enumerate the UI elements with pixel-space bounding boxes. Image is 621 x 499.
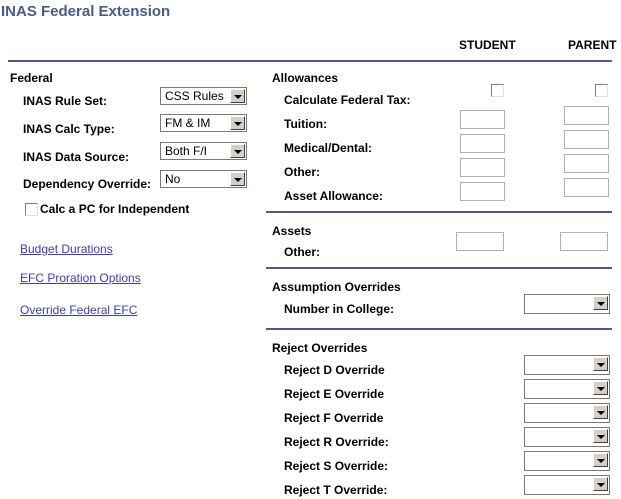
- chevron-down-icon[interactable]: [230, 89, 245, 103]
- student-column-header: STUDENT: [459, 38, 516, 52]
- parent-other-input[interactable]: [564, 154, 609, 173]
- rule-set-label: INAS Rule Set:: [23, 94, 108, 108]
- dependency-value: No: [165, 172, 181, 186]
- allowances-heading: Allowances: [272, 71, 339, 85]
- federal-heading: Federal: [10, 71, 53, 85]
- divider: [266, 211, 612, 213]
- student-fed-tax-checkbox[interactable]: [491, 84, 504, 97]
- calc-pc-label: Calc a PC for Independent: [40, 202, 190, 216]
- student-asset-allowance-input[interactable]: [460, 182, 505, 201]
- reject-r-label: Reject R Override:: [284, 435, 389, 449]
- divider: [266, 267, 612, 269]
- student-medical-input[interactable]: [460, 134, 505, 153]
- other-label: Other:: [284, 165, 320, 179]
- parent-asset-allowance-input[interactable]: [564, 178, 609, 197]
- reject-e-label: Reject E Override: [284, 387, 385, 401]
- efc-proration-link[interactable]: EFC Proration Options: [20, 271, 141, 285]
- calc-type-value: FM & IM: [165, 116, 211, 130]
- rule-set-select[interactable]: [160, 87, 247, 105]
- reject-r-select[interactable]: [524, 427, 610, 447]
- chevron-down-icon[interactable]: [230, 144, 245, 158]
- chevron-down-icon[interactable]: [593, 357, 608, 371]
- budget-durations-link[interactable]: Budget Durations: [20, 242, 113, 256]
- divider: [8, 60, 612, 62]
- calc-type-select[interactable]: [160, 114, 247, 132]
- student-tuition-input[interactable]: [460, 110, 505, 129]
- data-source-label: INAS Data Source:: [23, 150, 130, 164]
- chevron-down-icon[interactable]: [593, 381, 608, 395]
- parent-tuition-input[interactable]: [564, 106, 609, 125]
- page-title: INAS Federal Extension: [1, 3, 171, 20]
- chevron-down-icon[interactable]: [230, 172, 245, 186]
- chevron-down-icon[interactable]: [593, 296, 608, 310]
- reject-f-label: Reject F Override: [284, 411, 384, 425]
- reject-t-label: Reject T Override:: [284, 483, 388, 497]
- chevron-down-icon[interactable]: [230, 116, 245, 130]
- number-in-college-select[interactable]: [524, 294, 610, 314]
- reject-s-select[interactable]: [524, 451, 610, 471]
- reject-d-select[interactable]: [524, 355, 610, 375]
- calc-pc-checkbox[interactable]: [25, 203, 38, 216]
- college-label: Number in College:: [284, 302, 395, 316]
- data-source-select[interactable]: [160, 142, 247, 160]
- reject-e-select[interactable]: [524, 379, 610, 399]
- reject-t-select[interactable]: [524, 475, 610, 495]
- dependency-label: Dependency Override:: [23, 177, 152, 191]
- override-federal-efc-link[interactable]: Override Federal EFC: [20, 303, 138, 317]
- dependency-select[interactable]: [160, 170, 247, 188]
- chevron-down-icon[interactable]: [593, 429, 608, 443]
- chevron-down-icon[interactable]: [593, 477, 608, 491]
- parent-fed-tax-checkbox[interactable]: [595, 84, 608, 97]
- reject-s-label: Reject S Override:: [284, 459, 389, 473]
- divider: [266, 328, 612, 330]
- medical-label: Medical/Dental:: [284, 141, 373, 155]
- chevron-down-icon[interactable]: [593, 405, 608, 419]
- calc-type-label: INAS Calc Type:: [23, 122, 115, 136]
- chevron-down-icon[interactable]: [593, 453, 608, 467]
- data-source-value: Both F/I: [165, 144, 208, 158]
- reject-d-label: Reject D Override: [284, 363, 385, 377]
- assets-heading: Assets: [272, 224, 312, 238]
- reject-heading: Reject Overrides: [272, 341, 368, 355]
- parent-column-header: PARENT: [568, 38, 617, 52]
- parent-assets-other-input[interactable]: [560, 232, 608, 251]
- assumption-heading: Assumption Overrides: [272, 280, 401, 294]
- fed-tax-label: Calculate Federal Tax:: [284, 93, 411, 107]
- rule-set-value: CSS Rules: [165, 89, 224, 103]
- student-assets-other-input[interactable]: [456, 232, 504, 251]
- reject-f-select[interactable]: [524, 403, 610, 423]
- parent-medical-input[interactable]: [564, 130, 609, 149]
- asset-allowance-label: Asset Allowance:: [284, 189, 383, 203]
- assets-other-label: Other:: [284, 245, 320, 259]
- tuition-label: Tuition:: [284, 117, 328, 131]
- student-other-input[interactable]: [460, 158, 505, 177]
